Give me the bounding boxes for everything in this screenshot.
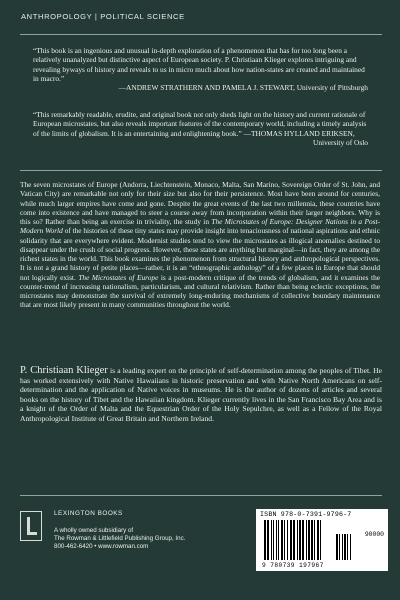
blurb-attribution: —THOMAS HYLLAND ERIKSEN,: [243, 128, 355, 138]
barcode-bar: [287, 520, 288, 560]
addon-bar: [350, 534, 351, 560]
addon-bar: [347, 534, 348, 560]
blurb-eriksen: [33, 110, 368, 147]
isbn-barcode: [256, 509, 388, 571]
bottom-divider: [20, 495, 382, 496]
barcode-bar: [264, 520, 266, 560]
description-text: is a post-modern critique of the trends of globalism, and it examines the counter-trend of increasing nationalism, particularism, and cultural relativism. Rather than being eclectic exceptions, the microstates may demonstrate the survival of extremely long-enduring mechanisms of collective boundary maintenance that are most likely present in many communities throughout the world.: [20, 272, 381, 310]
barcode-bar: [276, 520, 277, 560]
barcode-bar: [299, 520, 301, 560]
author-bio-text: is a leading expert on the principle of self-determination among the peoples of Tibet. He has worked extensively with Native Hawaiians in historic preservation and with Native North Americans on self-determination and the application of Native voices in museums. He is the author of dozens of articles and several books on the history of Tibet and the Hawaiian kingdom. Klieger currently lives in the San Francisco Bay Area and is a knight of the Order of Malta and the Equestrian Order of the Holy Sepulchre, as well as a Fellow of the Royal Anthropological Institute of Great Britain and Northern Ireland.: [20, 366, 382, 423]
barcode-bar: [267, 520, 269, 560]
description-text: of the histories of these tiny states may provide insight into tenaciousness of national aspirations and ethnic solidarity that are everywhere evident. Modernist studies tend to view the microstates as illogical anomalies destined to disappear under the crush of social progress. However, these states are anything but marginal—in fact, they are among the richest states in the world. This book examines the phenomenon from structural history and anthropological perspectives. It is not a grand history of petite places—rather, it is an “ethnographic anthology” of a few places in Europe that should not logically exist.: [20, 226, 380, 282]
blurb-affiliation: University of Oslo: [312, 137, 368, 147]
author-bio: [20, 366, 382, 424]
barcode-bar: [284, 520, 285, 560]
lexington-books-logo-icon: [20, 511, 42, 541]
barcode-bar: [293, 520, 295, 560]
addon-bar: [344, 534, 346, 560]
barcode-bar: [308, 520, 310, 560]
blurb-text: “This remarkably readable, erudite, and original book not only sheds light on the history and current rationale of European microstates, but also reveals important features of the contemporary world, including a timely analysis of the limits of globalism. It is an entertaining and enlightening book.”: [33, 110, 367, 138]
publisher-line: A wholly owned subsidiary of: [54, 527, 134, 534]
barcode-digits: 9 780739 197967: [262, 562, 324, 569]
barcode-bar: [281, 520, 283, 560]
barcode-bar: [278, 520, 279, 560]
author-name: P. Christiaan Klieger: [20, 365, 108, 376]
description-book-title: The Microstates of Europe: Designer Nations in a Post-Modern World: [20, 217, 380, 236]
ean-barcode-bars: [264, 520, 352, 562]
barcode-bar: [290, 520, 292, 560]
publisher-line: The Rowman & Littlefield Publishing Group, Inc.: [54, 535, 186, 542]
barcode-bar: [273, 520, 274, 560]
top-divider: [20, 34, 382, 35]
description-book-title: The Microstates of Europe: [78, 272, 159, 282]
isbn-number: ISBN 978-0-7391-9796-7: [260, 511, 352, 518]
blurb-attribution: —ANDREW STRATHERN AND PAMELA J. STEWART, University of Pittsburgh: [118, 83, 368, 93]
barcode-bar: [306, 520, 307, 560]
barcode-bar: [311, 520, 313, 560]
barcode-bar: [320, 520, 321, 560]
category-label: ANTHROPOLOGY | POLITICAL SCIENCE: [21, 12, 185, 21]
barcode-bar: [317, 520, 319, 560]
publisher-info: [54, 527, 185, 551]
addon-bar: [342, 534, 343, 560]
middle-divider: [20, 170, 382, 171]
addon-bar: [336, 534, 338, 560]
addon-bar: [339, 534, 340, 560]
publisher-contact: 800-462-6420 • www.rowman.com: [54, 543, 149, 550]
book-description: [20, 180, 380, 310]
barcode-bar: [297, 520, 298, 560]
price-code: 90000: [364, 531, 384, 538]
barcode-bar: [271, 520, 272, 560]
publisher-name: LEXINGTON BOOKS: [54, 510, 123, 517]
barcode-bar: [302, 520, 304, 560]
barcode-bar: [314, 520, 315, 560]
blurb-text: “This book is an ingenious and unusual in-depth exploration of a phenomenon that has for too long been a relatively unanalyzed but distinctive aspect of European society. P. Christiaan Klieger explores intriguing and revealing byways of history and reveals to us in micro much about how nation-states are created and maintained in macro.”: [33, 46, 365, 83]
description-text: The seven microstates of Europe (Andorra, Liechtenstein, Monaco, Malta, San Marino, Sovereign Order of St. John, and Vatican City) are remarkable not only for their size but also for their persistence. Most have been around for centuries, while much larger empires have come and gone. Despite the great events of the last two millennia, these countries have come into existence and have managed to steer a course away from incorporation within their larger neighbors. Why is this so? Rather than being an exercise in triviality, the study in: [20, 180, 380, 226]
blurb-strathern: [33, 46, 368, 92]
